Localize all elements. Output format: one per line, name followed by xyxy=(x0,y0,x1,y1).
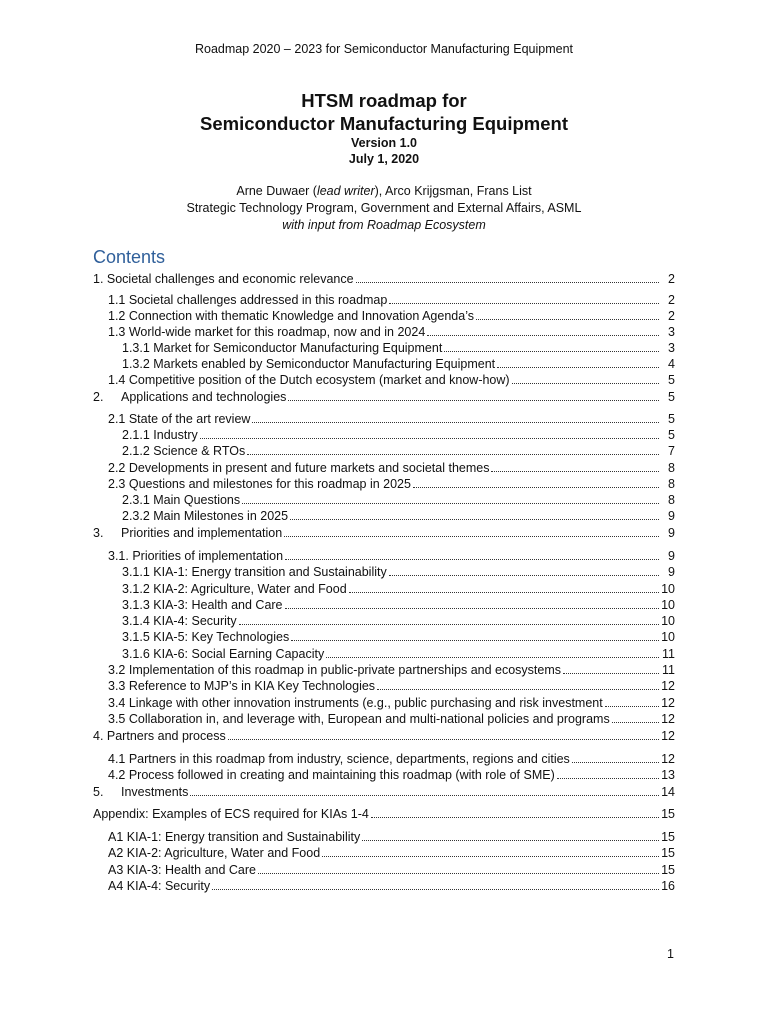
toc-entry-page: 5 xyxy=(668,412,675,426)
toc-dot-leader xyxy=(288,389,659,401)
toc-entry-page: 9 xyxy=(668,549,675,563)
toc-dot-leader xyxy=(284,525,659,537)
toc-dot-leader xyxy=(362,829,659,841)
toc-entry-page: 2 xyxy=(668,272,675,286)
toc-entry-number: 2. xyxy=(93,390,104,404)
toc-entry-page: 11 xyxy=(662,663,675,677)
toc-entry-title: 1.3.1 Market for Semiconductor Manufacturing Equipment xyxy=(122,341,443,355)
toc-dot-leader xyxy=(427,324,659,336)
toc-entry[interactable] xyxy=(108,845,675,862)
toc-dot-leader xyxy=(572,751,659,763)
toc-entry[interactable] xyxy=(108,767,675,784)
toc-entry-title: Priorities and implementation xyxy=(121,526,283,540)
toc-entry-number: 5. xyxy=(93,785,104,799)
toc-entry-title: 2.1.1 Industry xyxy=(122,428,198,442)
toc-entry[interactable] xyxy=(108,751,675,768)
toc-entry-page: 14 xyxy=(661,785,675,799)
author-line: Arne Duwaer (lead writer), Arco Krijgsman, Frans List xyxy=(236,184,532,198)
toc-entry-title: 2.2 Developments in present and future markets and societal themes xyxy=(108,461,490,475)
contents-heading: Contents xyxy=(93,247,166,267)
toc-entry[interactable] xyxy=(108,292,675,309)
toc-entry[interactable] xyxy=(108,711,675,728)
toc-entry-title: Applications and technologies xyxy=(121,390,287,404)
toc-entry-page: 13 xyxy=(661,768,675,782)
authors-block xyxy=(0,183,768,234)
toc-entry[interactable] xyxy=(108,476,675,493)
toc-entry-title: 3.1.3 KIA-3: Health and Care xyxy=(122,598,283,612)
toc-entry-title: 3.1. Priorities of implementation xyxy=(108,549,284,563)
toc-entry[interactable] xyxy=(108,878,675,895)
toc-entry-page: 9 xyxy=(668,509,675,523)
toc-dot-leader xyxy=(389,292,659,304)
toc-entry-title: 2.3 Questions and milestones for this roadmap in 2025 xyxy=(108,477,411,491)
toc-entry-page: 9 xyxy=(668,565,675,579)
toc-dot-leader xyxy=(285,597,659,609)
toc-dot-leader xyxy=(326,646,659,658)
toc-entry-number: 3. xyxy=(93,526,104,540)
toc-entry-page: 16 xyxy=(661,879,675,893)
toc-dot-leader xyxy=(497,356,659,368)
toc-entry[interactable] xyxy=(122,443,675,460)
toc-entry[interactable] xyxy=(93,389,675,406)
toc-dot-leader xyxy=(252,411,659,423)
toc-dot-leader xyxy=(377,678,659,690)
document-title-line-2: Semiconductor Manufacturing Equipment xyxy=(200,113,568,134)
toc-entry[interactable] xyxy=(122,597,675,614)
toc-entry-page: 8 xyxy=(668,477,675,491)
toc-entry-page: 8 xyxy=(668,493,675,507)
toc-entry-title: 1.4 Competitive position of the Dutch ecosystem (market and know-how) xyxy=(108,373,510,387)
toc-entry-title: 3.5 Collaboration in, and leverage with, European and multi-national policies and programs xyxy=(108,712,610,726)
toc-dot-leader xyxy=(612,711,659,723)
toc-dot-leader xyxy=(200,427,659,439)
other-authors: Arco Krijgsman, Frans List xyxy=(385,184,532,198)
toc-entry-title: 3.1.5 KIA-5: Key Technologies xyxy=(122,630,290,644)
toc-entry[interactable] xyxy=(108,678,675,695)
toc-entry-page: 5 xyxy=(668,428,675,442)
toc-entry-page: 5 xyxy=(668,390,675,404)
toc-entry-title: Investments xyxy=(121,785,189,799)
toc-dot-leader xyxy=(258,862,659,874)
toc-entry-page: 10 xyxy=(661,614,675,628)
toc-entry-title: 2.1.2 Science & RTOs xyxy=(122,444,246,458)
toc-entry-page: 5 xyxy=(668,373,675,387)
toc-entry-page: 12 xyxy=(661,712,675,726)
toc-dot-leader xyxy=(190,784,659,796)
toc-dot-leader xyxy=(247,443,659,455)
toc-entry[interactable] xyxy=(122,564,675,581)
toc-entry-page: 3 xyxy=(668,325,675,339)
toc-entry[interactable] xyxy=(108,662,675,679)
toc-entry-title: 2.1 State of the art review xyxy=(108,412,251,426)
toc-entry-page: 3 xyxy=(668,341,675,355)
document-date: July 1, 2020 xyxy=(348,152,420,166)
toc-entry-title: 4.1 Partners in this roadmap from industry, science, departments, regions and cities xyxy=(108,752,570,766)
toc-entry-title: A2 KIA-2: Agriculture, Water and Food xyxy=(108,846,321,860)
toc-entry-title: 3.3 Reference to MJP’s in KIA Key Technologies xyxy=(108,679,376,693)
title-block xyxy=(0,89,768,167)
toc-dot-leader xyxy=(371,806,659,818)
toc-entry-page: 15 xyxy=(661,807,675,821)
toc-entry[interactable] xyxy=(108,862,675,879)
toc-entry-title: 3.4 Linkage with other innovation instruments (e.g., public purchasing and risk investment xyxy=(108,696,603,710)
toc-entry-page: 12 xyxy=(661,752,675,766)
toc-entry-title: 3.1.1 KIA-1: Energy transition and Sustainability xyxy=(122,565,387,579)
toc-entry[interactable] xyxy=(122,581,675,598)
toc-dot-leader xyxy=(389,564,659,576)
toc-dot-leader xyxy=(413,476,659,488)
toc-entry-title: A3 KIA-3: Health and Care xyxy=(108,863,256,877)
toc-dot-leader xyxy=(228,728,659,740)
toc-entry-page: 4 xyxy=(668,357,675,371)
toc-entry[interactable] xyxy=(93,525,675,542)
toc-dot-leader xyxy=(563,662,659,674)
toc-entry-title: 3.2 Implementation of this roadmap in public-private partnerships and ecosystems xyxy=(108,663,562,677)
toc-entry-page: 10 xyxy=(661,582,675,596)
toc-dot-leader xyxy=(349,581,659,593)
toc-entry-page: 12 xyxy=(661,696,675,710)
toc-entry-page: 10 xyxy=(661,598,675,612)
toc-entry-page: 8 xyxy=(668,461,675,475)
toc-entry-page: 15 xyxy=(661,846,675,860)
toc-dot-leader xyxy=(557,767,659,779)
toc-dot-leader xyxy=(212,878,659,890)
toc-entry-title: 1.3 World-wide market for this roadmap, now and in 2024 xyxy=(108,325,426,339)
toc-entry[interactable] xyxy=(122,492,675,509)
toc-entry[interactable] xyxy=(122,629,675,646)
toc-entry[interactable] xyxy=(108,324,675,341)
toc-entry-page: 2 xyxy=(668,293,675,307)
toc-entry[interactable] xyxy=(122,340,675,357)
toc-entry-title: A1 KIA-1: Energy transition and Sustainability xyxy=(108,830,361,844)
toc-entry-page: 2 xyxy=(668,309,675,323)
toc-entry[interactable] xyxy=(93,784,675,801)
toc-entry-title: 4.2 Process followed in creating and maintaining this roadmap (with role of SME) xyxy=(108,768,555,782)
toc-dot-leader xyxy=(605,695,659,707)
toc-dot-leader xyxy=(290,508,659,520)
toc-entry-page: 12 xyxy=(661,729,675,743)
toc-entry-page: 9 xyxy=(668,526,675,540)
toc-dot-leader xyxy=(239,613,659,625)
toc-entry-title: 3.1.2 KIA-2: Agriculture, Water and Food xyxy=(122,582,347,596)
toc-entry-title: 2.3.2 Main Milestones in 2025 xyxy=(122,509,289,523)
input-note: with input from Roadmap Ecosystem xyxy=(282,218,486,232)
toc-entry[interactable] xyxy=(108,829,675,846)
toc-entry-title: 3.1.4 KIA-4: Security xyxy=(122,614,237,628)
toc-entry[interactable] xyxy=(122,508,675,525)
lead-author: Arne Duwaer xyxy=(236,184,310,198)
toc-entry-title: 3.1.6 KIA-6: Social Earning Capacity xyxy=(122,647,325,661)
toc-dot-leader xyxy=(242,492,659,504)
toc-dot-leader xyxy=(444,340,659,352)
toc-entry[interactable] xyxy=(108,411,675,428)
toc-entry[interactable] xyxy=(122,646,675,663)
toc-entry[interactable] xyxy=(93,728,675,745)
running-header: Roadmap 2020 – 2023 for Semiconductor Manufacturing Equipment xyxy=(194,42,573,56)
page-number: 1 xyxy=(667,947,674,961)
toc-entry-title: 4. Partners and process xyxy=(93,729,226,743)
toc-entry[interactable] xyxy=(122,613,675,630)
document-title-line-1: HTSM roadmap for xyxy=(301,90,467,111)
toc-entry-title: A4 KIA-4: Security xyxy=(108,879,211,893)
toc-entry-page: 12 xyxy=(661,679,675,693)
toc-entry-title: 1.3.2 Markets enabled by Semiconductor Manufacturing Equipment xyxy=(122,357,496,371)
toc-entry-title: 2.3.1 Main Questions xyxy=(122,493,241,507)
toc-entry-title: 1. Societal challenges and economic relevance xyxy=(93,272,354,286)
toc-entry-title: Appendix: Examples of ECS required for KIAs 1-4 xyxy=(93,807,369,821)
lead-author-role: lead writer xyxy=(316,184,375,198)
toc-entry[interactable] xyxy=(93,271,675,288)
toc-entry-page: 11 xyxy=(662,647,675,661)
toc-dot-leader xyxy=(285,548,659,560)
toc-dot-leader xyxy=(491,460,659,472)
affiliation: Strategic Technology Program, Government and External Affairs, ASML xyxy=(186,201,582,215)
toc-entry-page: 7 xyxy=(668,444,675,458)
toc-dot-leader xyxy=(322,845,659,857)
toc-entry[interactable] xyxy=(108,548,675,565)
toc-entry-page: 15 xyxy=(661,863,675,877)
toc-entry[interactable] xyxy=(108,460,675,477)
document-version: Version 1.0 xyxy=(350,136,417,150)
toc-dot-leader xyxy=(512,372,659,384)
toc-entry-page: 15 xyxy=(661,830,675,844)
toc-entry-page: 10 xyxy=(661,630,675,644)
toc-entry[interactable] xyxy=(93,806,675,823)
toc-entry[interactable] xyxy=(108,695,675,712)
toc-entry[interactable] xyxy=(122,356,675,373)
toc-entry-title: 1.2 Connection with thematic Knowledge and Innovation Agenda’s xyxy=(108,309,474,323)
toc-entry-title: 1.1 Societal challenges addressed in this roadmap xyxy=(108,293,388,307)
toc-entry[interactable] xyxy=(108,372,675,389)
toc-dot-leader xyxy=(356,271,659,283)
toc-entry[interactable] xyxy=(108,308,675,325)
toc-entry[interactable] xyxy=(122,427,675,444)
toc-dot-leader xyxy=(291,629,659,641)
toc-dot-leader xyxy=(476,308,659,320)
